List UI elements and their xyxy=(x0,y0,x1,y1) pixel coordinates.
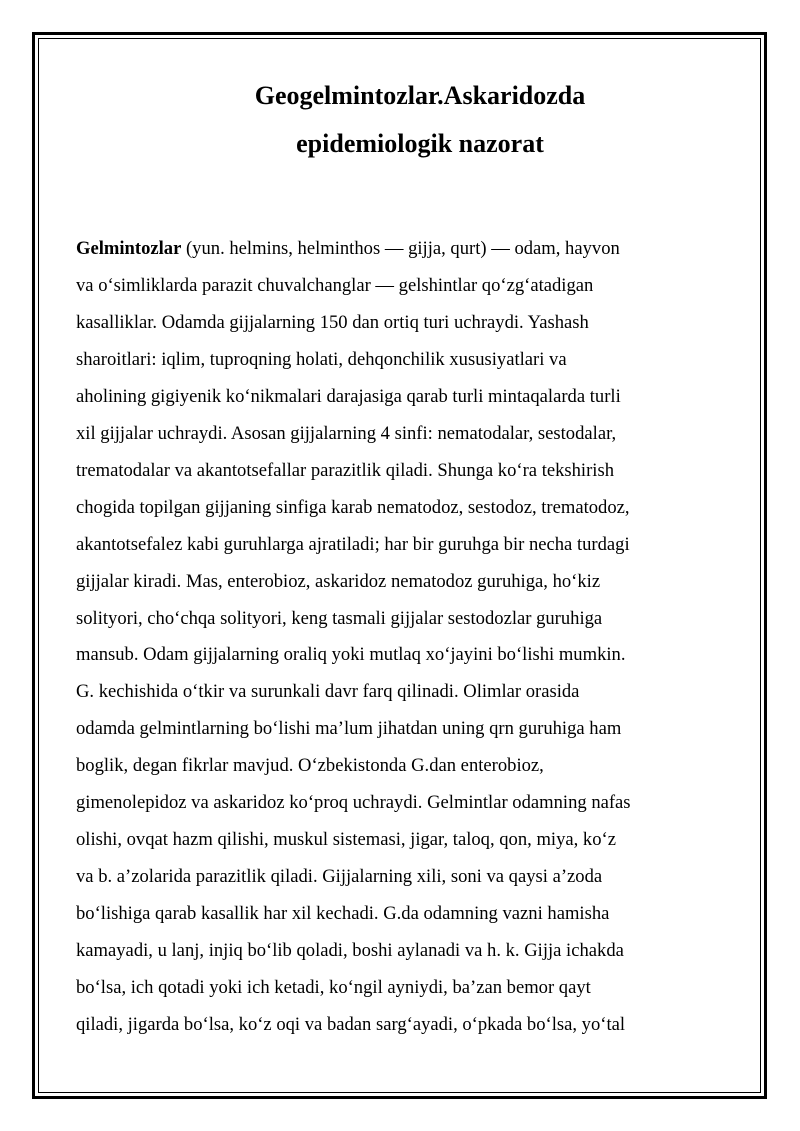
body-line: akantotsefalez kabi guruhlarga ajratiladi; har bir guruhga bir necha turdagi xyxy=(76,533,630,555)
body-line: aholining gigiyenik ko‘nikmalari darajasiga qarab turli mintaqalarda turli xyxy=(76,385,621,407)
body-line: va o‘simliklarda parazit chuvalchanglar — gelshintlar qo‘zg‘atadigan xyxy=(76,274,594,296)
body-line: va b. a’zolarida parazitlik qiladi. Gijjalarning xili, soni va qaysi a’zoda xyxy=(76,866,603,888)
lead-term: Gelmintozlar xyxy=(76,238,182,259)
body-line xyxy=(76,231,736,268)
body-line: xil gijjalar uchraydi. Asosan gijjalarning 4 sinfi: nematodalar, sestodalar, xyxy=(76,422,617,444)
body-line: kasalliklar. Odamda gijjalarning 150 dan ortiq turi uchraydi. Yashash xyxy=(76,311,589,333)
body-line: mansub. Odam gijjalarning oraliq yoki mutlaq xo‘jayini bo‘lishi mumkin. xyxy=(76,644,626,666)
body-line: solityori, cho‘chqa solityori, keng tasmali gijjalar sestodozlar guruhiga xyxy=(76,607,603,629)
body-paragraph xyxy=(76,231,736,1044)
body-line: chogida topilgan gijjaning sinfiga karab nematodoz, sestodoz, trematodoz, xyxy=(76,496,630,518)
body-line: gimenolepidoz va askaridoz ko‘proq uchraydi. Gelmintlar odamning nafas xyxy=(76,792,631,814)
body-line: qiladi, jigarda bo‘lsa, ko‘z oqi va badan sarg‘ayadi, o‘pkada bo‘lsa, yo‘tal xyxy=(76,1014,626,1036)
body-line: gijjalar kiradi. Mas, enterobioz, askaridoz nematodoz guruhiga, ho‘kiz xyxy=(76,570,601,592)
body-line: G. kechishida o‘tkir va surunkali davr farq qilinadi. Olimlar orasida xyxy=(76,681,580,703)
body-line: kamayadi, u lanj, injiq bo‘lib qoladi, boshi aylanadi va h. k. Gijja ichakda xyxy=(76,940,624,962)
body-line: bo‘lishiga qarab kasallik har xil kechadi. G.da odamning vazni hamisha xyxy=(76,903,610,925)
body-line: bo‘lsa, ich qotadi yoki ich ketadi, ko‘ngil ayniydi, ba’zan bemor qayt xyxy=(76,977,591,999)
body-line: boglik, degan fikrlar mavjud. O‘zbekistonda G.dan enterobioz, xyxy=(76,755,544,777)
body-line-text: (yun. helmins, helminthos — gijja, qurt) — odam, hayvon xyxy=(181,238,620,259)
title-line-1: Geogelmintozlar.Askaridozda xyxy=(254,81,586,110)
body-line: olishi, ovqat hazm qilishi, muskul sistemasi, jigar, taloq, qon, miya, ko‘z xyxy=(76,829,616,851)
body-line: odamda gelmintlarning bo‘lishi ma’lum jihatdan uning qrn guruhiga ham xyxy=(76,718,622,740)
document-title xyxy=(40,72,800,168)
body-line: sharoitlari: iqlim, tuproqning holati, dehqonchilik xususiyatlari va xyxy=(76,348,567,370)
title-line-2: epidemiologik nazorat xyxy=(296,129,544,158)
body-line: trematodalar va akantotsefallar parazitlik qiladi. Shunga ko‘ra tekshirish xyxy=(76,459,614,481)
